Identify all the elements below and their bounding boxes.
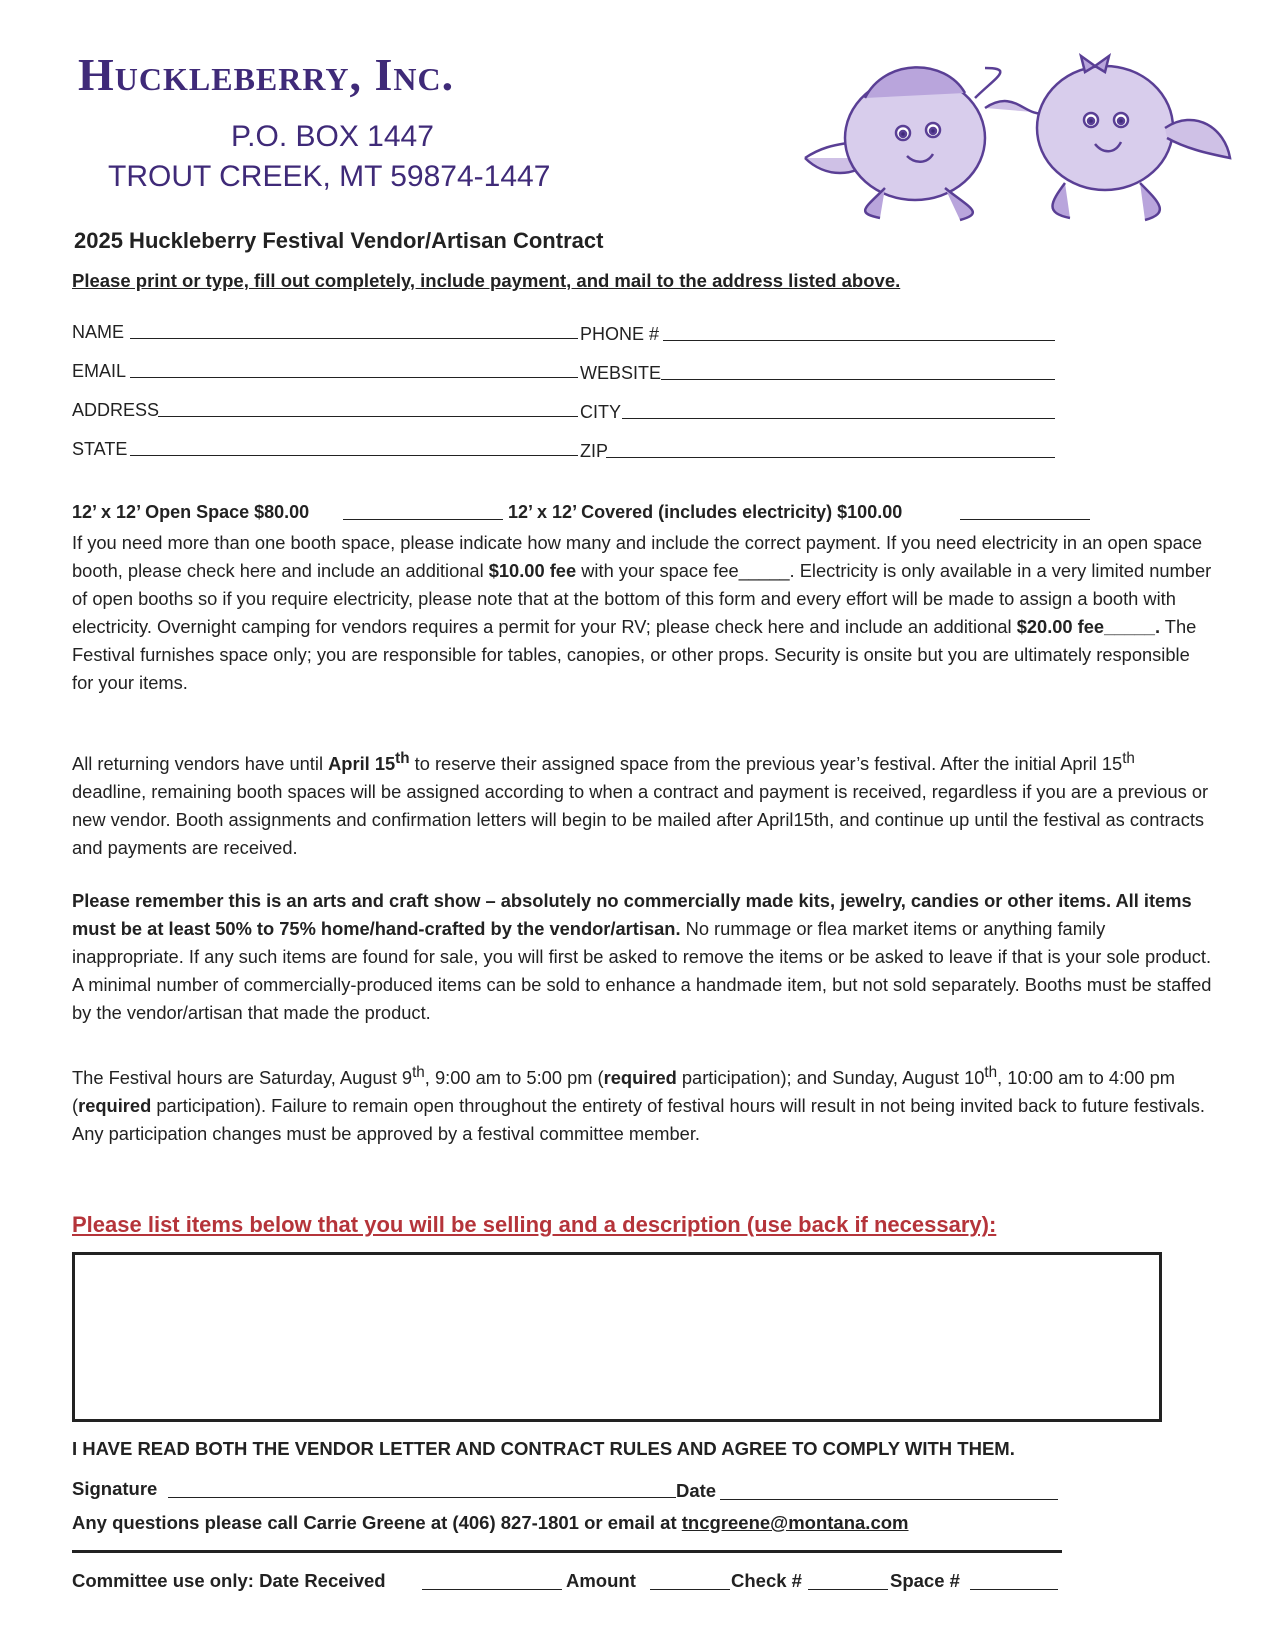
company-name: Huckleberry, Inc. <box>78 49 455 100</box>
email-field[interactable] <box>130 377 578 378</box>
name-field[interactable] <box>130 338 578 339</box>
arts-crafts-paragraph: Please remember this is an arts and craft show – absolutely no commercially made kits, jewelry, candies or other items. All items must be at least 50% to 75% home/hand-crafted by the vendor/artisan. No rummage or flea market items or anything family inappropriate. If any such items are found for sale, you will first be asked to remove the items or be asked to leave if that is your sole product. A minimal number of commercially-produced items can be sold to enhance a handmade item, but not sold separately. Booths must be staffed by the vendor/artisan that made the product. <box>72 890 1212 1023</box>
returning-vendors-paragraph: All returning vendors have until April 15th to reserve their assigned space from the previous year’s festival. After the initial April 15th deadline, remaining booth spaces will be assigned according to when a contract and payment is received, regardless if you are a previous or new vendor. Booth assignments and confirmation letters will begin to be mailed after April15th, and continue up until the festival as contracts and payments are received. <box>72 750 1209 859</box>
instructions: Please print or type, fill out completely, include payment, and mail to the address listed above. <box>72 270 901 291</box>
huckleberry-characters-logo <box>795 38 1235 228</box>
name-label: NAME <box>72 322 125 342</box>
form-title: 2025 Huckleberry Festival Vendor/Artisan Contract <box>74 228 604 253</box>
date-received-field[interactable] <box>422 1589 562 1590</box>
po-box: P.O. BOX 1447 <box>231 120 434 153</box>
phone-label: PHONE # <box>580 324 660 344</box>
questions-contact: Any questions please call Carrie Greene at (406) 827-1801 or email at tncgreene@montana.com <box>72 1512 909 1533</box>
website-label: WEBSITE <box>580 363 662 383</box>
divider <box>72 1550 1062 1553</box>
check-number-field[interactable] <box>808 1589 888 1590</box>
city-line: TROUT CREEK, MT 59874-1447 <box>108 160 551 193</box>
covered-space-fee: 12’ x 12’ Covered (includes electricity) $100.00 <box>508 502 903 522</box>
open-space-qty-field[interactable] <box>343 519 503 520</box>
booth-info-paragraph: If you need more than one booth space, please indicate how many and include the correct payment. If you need electricity in an open space booth, please check here and include an additional $10.00 fee with your space fee_____. Electricity is only available in a very limited number of open booths so if you require electricity, please note that at the bottom of this form and every effort will be made to assign a booth with electricity. Overnight camping for vendors requires a permit for your RV; please check here and include an additional $20.00 fee_____. The Festival furnishes space only; you are responsible for tables, canopies, or other props. Security is onsite but you are ultimately responsible for your items. <box>72 532 1212 693</box>
city-field[interactable] <box>622 418 1055 419</box>
items-description-box[interactable] <box>72 1252 1162 1422</box>
items-heading: Please list items below that you will be selling and a description (use back if necessary): <box>72 1212 997 1237</box>
check-label: Check # <box>731 1570 802 1591</box>
committee-label: Committee use only: Date Received <box>72 1570 386 1591</box>
covered-space-qty-field[interactable] <box>960 519 1090 520</box>
city-label: CITY <box>580 402 622 422</box>
zip-field[interactable] <box>606 457 1055 458</box>
agreement-statement: I HAVE READ BOTH THE VENDOR LETTER AND CONTRACT RULES AND AGREE TO COMPLY WITH THEM. <box>72 1438 1015 1459</box>
amount-label: Amount <box>566 1570 636 1591</box>
state-label: STATE <box>72 439 128 459</box>
address-label: ADDRESS <box>72 400 160 420</box>
amount-field[interactable] <box>650 1589 730 1590</box>
state-field[interactable] <box>130 455 578 456</box>
phone-field[interactable] <box>663 340 1055 341</box>
date-label: Date <box>676 1480 717 1501</box>
website-field[interactable] <box>661 379 1055 380</box>
space-label: Space # <box>890 1570 960 1591</box>
zip-label: ZIP <box>580 441 609 461</box>
festival-hours-paragraph: The Festival hours are Saturday, August 9th, 9:00 am to 5:00 pm (required participation); and Sunday, August 10th, 10:00 am to 4:00 pm (required participation). Failure to remain open throughout the entirety of festival hours will result in not being invited back to future festivals. Any participation changes must be approved by a festival committee member. <box>72 1064 1206 1145</box>
email-label: EMAIL <box>72 361 127 381</box>
space-number-field[interactable] <box>970 1589 1058 1590</box>
date-field[interactable] <box>720 1499 1058 1500</box>
open-space-fee: 12’ x 12’ Open Space $80.00 <box>72 502 310 522</box>
contact-email-link[interactable]: tncgreene@montana.com <box>681 1512 909 1533</box>
signature-label: Signature <box>72 1478 158 1499</box>
address-field[interactable] <box>158 416 578 417</box>
signature-field[interactable] <box>168 1497 676 1498</box>
